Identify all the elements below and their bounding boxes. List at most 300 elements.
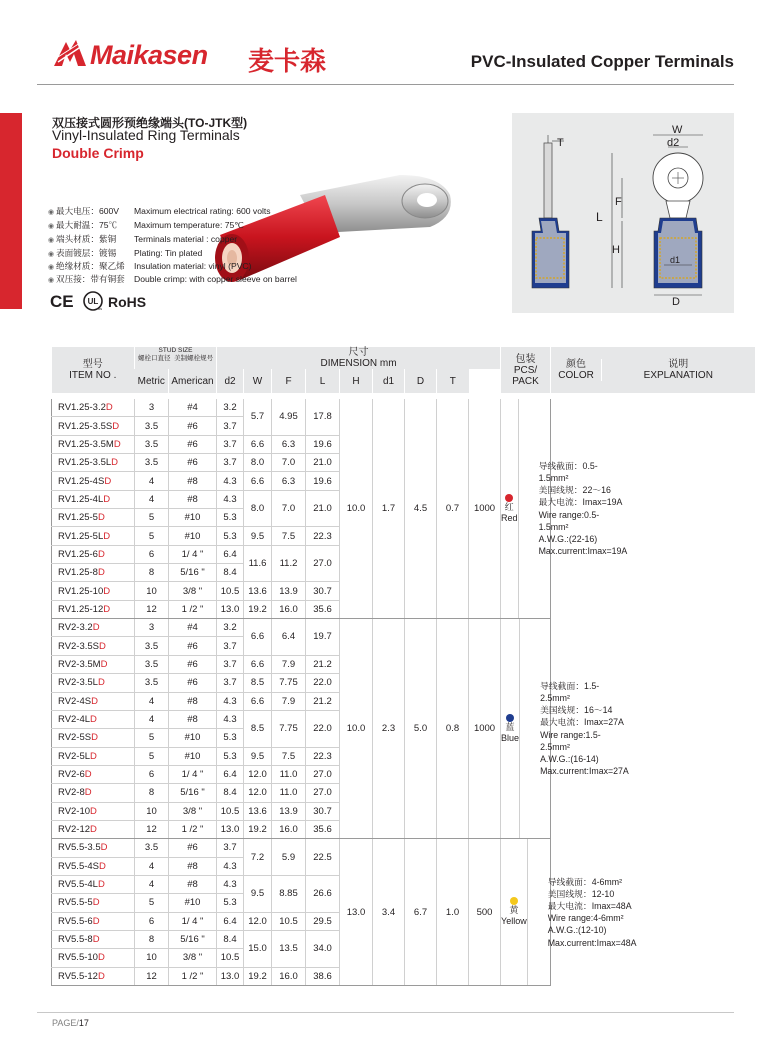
- header-stud-size-label: STUD SIZE: [158, 347, 193, 354]
- header-dim-cn: 尺寸: [348, 347, 369, 358]
- explanation-text: [518, 399, 628, 618]
- metric-cell: 5: [135, 747, 169, 765]
- item-number-cell: [52, 564, 135, 582]
- ce-mark-icon: CE: [50, 292, 74, 311]
- d2-cell: 6.4: [217, 765, 244, 783]
- d2-cell: 10.5: [217, 802, 244, 820]
- american-cell: #8: [169, 710, 217, 728]
- item-number-cell: [52, 655, 135, 673]
- item-suffix: D: [103, 585, 111, 597]
- color-name-en: Red: [501, 512, 518, 523]
- item-number: RV2-4S: [58, 695, 92, 707]
- d2-cell: 5.3: [217, 527, 244, 545]
- item-suffix: D: [97, 879, 105, 891]
- header-metric: Metric: [135, 369, 169, 393]
- spec-label-en: Maximum temperature: 75℃: [134, 220, 244, 230]
- header-stud-size: [135, 347, 217, 369]
- L-cell: 29.5: [306, 912, 340, 930]
- W-cell: 6.6: [244, 435, 272, 453]
- metric-cell: 6: [135, 545, 169, 563]
- item-suffix: D: [103, 493, 111, 505]
- american-cell: 1/ 4 ": [169, 545, 217, 563]
- F-cell: 7.9: [272, 692, 306, 710]
- item-number: RV5.5-4L: [58, 879, 98, 891]
- item-number: RV2-3.5M: [58, 658, 101, 670]
- header-item-en: ITEM NO .: [69, 370, 117, 381]
- side-accent-bar: [0, 113, 22, 309]
- item-suffix: D: [97, 952, 105, 964]
- american-cell: #6: [169, 435, 217, 453]
- W-cell: 9.5: [244, 875, 272, 912]
- d2-cell: 5.3: [217, 509, 244, 527]
- W-cell: 8.5: [244, 710, 272, 747]
- pack-cell: 1000: [469, 399, 501, 619]
- table-header: [52, 347, 755, 393]
- spec-item: [48, 260, 252, 273]
- dim-label-L: L: [596, 210, 603, 224]
- W-cell: 19.2: [244, 820, 272, 838]
- explanation-text: [527, 839, 637, 985]
- explanation-line: 美国线规：12-10: [547, 888, 615, 899]
- american-cell: 3/8 ": [169, 582, 217, 600]
- d2-cell: 8.4: [217, 784, 244, 802]
- item-suffix: D: [90, 805, 97, 817]
- metric-cell: 3.5: [135, 637, 169, 655]
- D-cell: 5.0: [405, 619, 437, 839]
- W-cell: 19.2: [244, 967, 272, 985]
- dim-label-d2: d2: [667, 137, 680, 149]
- item-number: RV1.25-3.5S: [58, 420, 113, 432]
- header-H: H: [340, 369, 373, 393]
- metric-cell: 10: [135, 802, 169, 820]
- item-suffix: D: [100, 658, 108, 670]
- item-suffix: D: [97, 970, 105, 982]
- L-cell: 22.3: [306, 747, 340, 765]
- metric-cell: 12: [135, 967, 169, 985]
- item-number-cell: [52, 967, 135, 985]
- item-number-cell: [52, 619, 135, 637]
- W-cell: 12.0: [244, 784, 272, 802]
- d2-cell: 5.3: [217, 894, 244, 912]
- item-suffix: D: [105, 402, 113, 414]
- dim-label-H: H: [612, 244, 620, 256]
- item-number-cell: [52, 435, 135, 453]
- header-expl-en: EXPLANATION: [643, 370, 713, 381]
- dimension-diagram: [512, 113, 734, 313]
- metric-cell: 3: [135, 619, 169, 637]
- item-suffix: D: [91, 695, 98, 707]
- dim-label-F: F: [615, 196, 622, 208]
- item-number: RV2-5S: [58, 732, 92, 744]
- color-dot-icon: [506, 714, 514, 722]
- item-number-cell: [52, 710, 135, 728]
- item-number: RV2-4L: [58, 714, 91, 726]
- metric-cell: 10: [135, 582, 169, 600]
- item-suffix: D: [112, 420, 120, 432]
- header-color-and-explanation: [551, 347, 755, 393]
- item-number-cell: [52, 490, 135, 508]
- metric-cell: 12: [135, 600, 169, 618]
- metric-cell: 4: [135, 710, 169, 728]
- metric-cell: 3.5: [135, 839, 169, 857]
- L-cell: 30.7: [306, 802, 340, 820]
- d2-cell: 6.4: [217, 912, 244, 930]
- item-number-cell: [52, 472, 135, 490]
- F-cell: 11.0: [272, 765, 306, 783]
- L-cell: 21.2: [306, 692, 340, 710]
- american-cell: #8: [169, 692, 217, 710]
- american-cell: #6: [169, 417, 217, 435]
- item-suffix: D: [97, 548, 105, 560]
- explanation-line: 美国线规：16～14: [540, 705, 613, 716]
- F-cell: 6.3: [272, 472, 306, 490]
- dim-label-D: D: [672, 296, 680, 308]
- L-cell: 27.0: [306, 765, 340, 783]
- ul-mark-text: UL: [87, 297, 99, 306]
- american-cell: #6: [169, 839, 217, 857]
- american-cell: 3/8 ": [169, 949, 217, 967]
- item-number: RV2-5L: [58, 750, 91, 762]
- item-suffix: D: [90, 750, 97, 762]
- american-cell: 1/ 4 ": [169, 765, 217, 783]
- american-cell: #8: [169, 490, 217, 508]
- item-number: RV1.25-3.5M: [58, 438, 114, 450]
- F-cell: 13.9: [272, 582, 306, 600]
- metric-cell: 5: [135, 729, 169, 747]
- spec-item: [48, 233, 237, 246]
- pack-cell: 1000: [469, 619, 501, 839]
- metric-cell: 3.5: [135, 655, 169, 673]
- d2-cell: 4.3: [217, 857, 244, 875]
- header-T: T: [437, 369, 469, 393]
- item-suffix: D: [113, 438, 121, 450]
- F-cell: 7.5: [272, 527, 306, 545]
- d2-cell: 6.4: [217, 545, 244, 563]
- item-number: RV1.25-12: [58, 603, 104, 615]
- color-name-en: Blue: [501, 732, 520, 743]
- F-cell: 7.75: [272, 674, 306, 692]
- spec-label-en: Double crimp: with copper sleeve on barrel: [134, 274, 297, 284]
- american-cell: #8: [169, 857, 217, 875]
- d2-cell: 4.3: [217, 692, 244, 710]
- color-explanation-cell: [501, 839, 637, 986]
- item-number: RV1.25-4L: [58, 493, 104, 505]
- metric-cell: 8: [135, 784, 169, 802]
- explanation-line: 导线截面：4-6mm²: [547, 876, 623, 887]
- page-label: PAGE/: [52, 1018, 79, 1028]
- d2-cell: 13.0: [217, 600, 244, 618]
- american-cell: #4: [169, 399, 217, 417]
- L-cell: 26.6: [306, 875, 340, 912]
- product-title-cn: 双压接式圆形预绝缘端头(TO-JTK型): [52, 116, 248, 130]
- H-cell: 10.0: [340, 399, 373, 619]
- d2-cell: 3.7: [217, 674, 244, 692]
- spec-label-en: Maximum electrical rating: 600 volts: [134, 206, 271, 216]
- color-indicator: [501, 399, 518, 618]
- color-name-cn: 蓝: [505, 721, 515, 732]
- color-dot-icon: [510, 897, 518, 905]
- american-cell: 1/ 4 ": [169, 912, 217, 930]
- d2-cell: 4.3: [217, 472, 244, 490]
- W-cell: 15.0: [244, 930, 272, 967]
- L-cell: 27.0: [306, 784, 340, 802]
- brand-name-cn: 麦卡森: [248, 46, 327, 76]
- W-cell: 6.6: [244, 655, 272, 673]
- color-name-cn: 黄: [509, 905, 519, 916]
- L-cell: 22.0: [306, 674, 340, 692]
- color-indicator: [501, 619, 519, 838]
- spec-label-en: Terminals material : copper: [134, 234, 238, 244]
- L-cell: 27.0: [306, 545, 340, 582]
- page-footer: [52, 1018, 89, 1028]
- item-number-cell: [52, 839, 135, 857]
- spec-item: [48, 205, 271, 218]
- item-number: RV2-3.5L: [58, 677, 98, 689]
- item-number: RV5.5-5: [58, 897, 93, 909]
- d2-cell: 4.3: [217, 490, 244, 508]
- american-cell: #8: [169, 472, 217, 490]
- W-cell: 8.0: [244, 454, 272, 472]
- L-cell: 35.6: [306, 600, 340, 618]
- explanation-line: 最大电流：Imax=19A: [538, 497, 623, 508]
- F-cell: 6.3: [272, 435, 306, 453]
- L-cell: 30.7: [306, 582, 340, 600]
- L-cell: 19.6: [306, 435, 340, 453]
- color-explanation-cell: [501, 619, 629, 839]
- item-suffix: D: [99, 860, 106, 872]
- metric-cell: 12: [135, 820, 169, 838]
- W-cell: 13.6: [244, 802, 272, 820]
- item-number-cell: [52, 637, 135, 655]
- item-number: RV5.5-6: [58, 915, 93, 927]
- footer-divider: [37, 1012, 734, 1013]
- item-suffix: D: [103, 603, 111, 615]
- item-suffix: D: [92, 622, 100, 634]
- item-number: RV2-10: [58, 805, 91, 817]
- bullet-icon: ◉: [48, 264, 55, 271]
- item-number-cell: [52, 949, 135, 967]
- item-number-cell: [52, 527, 135, 545]
- item-number: RV1.25-3.2: [58, 402, 106, 414]
- d2-cell: 8.4: [217, 564, 244, 582]
- header-W: W: [244, 369, 272, 393]
- L-cell: 34.0: [306, 930, 340, 967]
- spec-item: [48, 273, 297, 286]
- H-cell: 13.0: [340, 839, 373, 986]
- item-suffix: D: [84, 787, 92, 799]
- metric-cell: 5: [135, 894, 169, 912]
- D-cell: 4.5: [405, 399, 437, 619]
- item-number-cell: [52, 820, 135, 838]
- item-number-cell: [52, 509, 135, 527]
- F-cell: 11.0: [272, 784, 306, 802]
- pack-cell: 500: [469, 839, 501, 986]
- color-name-cn: 红: [504, 501, 514, 512]
- L-cell: 21.0: [306, 454, 340, 472]
- d2-cell: 3.7: [217, 655, 244, 673]
- d2-cell: 8.4: [217, 930, 244, 948]
- d2-cell: 10.5: [217, 582, 244, 600]
- header-stud-metric-cn: 螺栓口直径: [137, 355, 171, 362]
- metric-cell: 4: [135, 875, 169, 893]
- item-suffix: D: [90, 824, 97, 836]
- ul-mark-icon: [83, 291, 103, 311]
- header-color-en: COLOR: [558, 370, 594, 381]
- metric-cell: 5: [135, 509, 169, 527]
- table-row: [52, 839, 755, 857]
- american-cell: #6: [169, 674, 217, 692]
- W-cell: 13.6: [244, 582, 272, 600]
- metric-cell: 6: [135, 912, 169, 930]
- header-D: D: [405, 369, 437, 393]
- item-number-cell: [52, 765, 135, 783]
- W-cell: 8.5: [244, 674, 272, 692]
- W-cell: 11.6: [244, 545, 272, 582]
- metric-cell: 4: [135, 692, 169, 710]
- american-cell: 5/16 ": [169, 564, 217, 582]
- explanation-line: A.W.G.:(12-10): [547, 925, 607, 936]
- item-number-cell: [52, 912, 135, 930]
- L-cell: 35.6: [306, 820, 340, 838]
- d2-cell: 3.7: [217, 417, 244, 435]
- spec-label-en: Insulation material: vinyl (PVC): [134, 261, 252, 271]
- W-cell: 8.0: [244, 490, 272, 527]
- W-cell: 7.2: [244, 839, 272, 876]
- metric-cell: 3: [135, 399, 169, 417]
- d1-cell: 2.3: [373, 619, 405, 839]
- color-dot-icon: [505, 494, 513, 502]
- spec-label-cn: 端头材质：紫铜: [56, 234, 117, 244]
- american-cell: #10: [169, 729, 217, 747]
- american-cell: #6: [169, 637, 217, 655]
- explanation-line: Max.current:Imax=19A: [538, 546, 628, 557]
- d2-cell: 13.0: [217, 967, 244, 985]
- F-cell: 6.4: [272, 619, 306, 656]
- metric-cell: 3.5: [135, 674, 169, 692]
- header-color-cn: 颜色: [566, 359, 587, 370]
- american-cell: 5/16 ": [169, 930, 217, 948]
- F-cell: 10.5: [272, 912, 306, 930]
- L-cell: 21.0: [306, 490, 340, 527]
- F-cell: 7.0: [272, 490, 306, 527]
- item-suffix: D: [97, 677, 105, 689]
- american-cell: 5/16 ": [169, 784, 217, 802]
- header-pack-cn: 包装: [515, 353, 536, 365]
- header-L: L: [306, 369, 340, 393]
- F-cell: 7.75: [272, 710, 306, 747]
- item-suffix: D: [92, 934, 100, 946]
- W-cell: 9.5: [244, 527, 272, 545]
- F-cell: 7.9: [272, 655, 306, 673]
- F-cell: 7.5: [272, 747, 306, 765]
- item-suffix: D: [84, 769, 92, 781]
- page-number: 17: [78, 1018, 89, 1028]
- d2-cell: 4.3: [217, 710, 244, 728]
- item-suffix: D: [100, 842, 108, 854]
- color-name-en: Yellow: [501, 916, 527, 927]
- item-number-cell: [52, 747, 135, 765]
- item-number: RV2-3.2: [58, 622, 93, 634]
- L-cell: 21.2: [306, 655, 340, 673]
- metric-cell: 5: [135, 527, 169, 545]
- color-indicator: [501, 839, 527, 985]
- american-cell: 3/8 ": [169, 802, 217, 820]
- F-cell: 7.0: [272, 454, 306, 472]
- item-number: RV5.5-8: [58, 934, 93, 946]
- american-cell: #4: [169, 619, 217, 637]
- header-divider: [37, 84, 734, 85]
- bullet-icon: ◉: [48, 251, 55, 258]
- explanation-line: Wire range:1.5-2.5mm²: [540, 729, 601, 752]
- item-number-cell: [52, 454, 135, 472]
- d2-cell: 3.7: [217, 839, 244, 857]
- item-number-cell: [52, 417, 135, 435]
- item-suffix: D: [104, 475, 112, 487]
- american-cell: 1 /2 ": [169, 967, 217, 985]
- american-cell: 1 /2 ": [169, 820, 217, 838]
- item-number: RV1.25-4S: [58, 475, 105, 487]
- d2-cell: 5.3: [217, 747, 244, 765]
- item-suffix: D: [97, 512, 105, 524]
- spec-label-cn: 最大电压：600V: [56, 206, 120, 216]
- dim-label-d1: d1: [670, 255, 681, 265]
- item-number-cell: [52, 784, 135, 802]
- table-row: [52, 399, 755, 417]
- item-number: RV1.25-5L: [58, 530, 104, 542]
- american-cell: #6: [169, 454, 217, 472]
- ul-mark-us: us: [97, 306, 103, 311]
- d1-cell: 1.7: [373, 399, 405, 619]
- d2-cell: 10.5: [217, 949, 244, 967]
- explanation-line: 导线截面：1.5-2.5mm²: [540, 680, 600, 704]
- item-number-cell: [52, 894, 135, 912]
- L-cell: 38.6: [306, 967, 340, 985]
- header-item-no: [52, 347, 135, 393]
- item-number: RV1.25-5: [58, 512, 98, 524]
- item-suffix: D: [90, 714, 97, 726]
- item-number: RV1.25-3.5L: [58, 457, 112, 469]
- header-expl-cn: 说明: [668, 359, 689, 370]
- brand-logo: [52, 38, 352, 82]
- american-cell: #10: [169, 527, 217, 545]
- item-number-cell: [52, 582, 135, 600]
- item-suffix: D: [92, 897, 100, 909]
- header-d1: d1: [373, 369, 405, 393]
- metric-cell: 4: [135, 490, 169, 508]
- brand-name-en: Maikasen: [90, 40, 208, 70]
- header-pack-en1: PCS/: [513, 364, 538, 376]
- W-cell: 6.6: [244, 619, 272, 656]
- header-dim-en: DIMENSION mm: [320, 358, 397, 369]
- header-american: American: [169, 369, 217, 393]
- header-dimension: [217, 347, 501, 369]
- item-number-cell: [52, 674, 135, 692]
- spec-item: [48, 219, 244, 232]
- item-number-cell: [52, 399, 135, 417]
- F-cell: 4.95: [272, 399, 306, 435]
- T-cell: 0.7: [437, 399, 469, 619]
- L-cell: 17.8: [306, 399, 340, 435]
- d2-cell: 3.2: [217, 619, 244, 637]
- item-number-cell: [52, 545, 135, 563]
- header-d2: d2: [217, 369, 244, 393]
- spec-label-cn: 最大耐温：75℃: [56, 220, 118, 230]
- W-cell: 6.6: [244, 472, 272, 490]
- item-number: RV1.25-10: [58, 585, 104, 597]
- item-number: RV5.5-10: [58, 952, 98, 964]
- item-suffix: D: [103, 530, 111, 542]
- W-cell: 9.5: [244, 747, 272, 765]
